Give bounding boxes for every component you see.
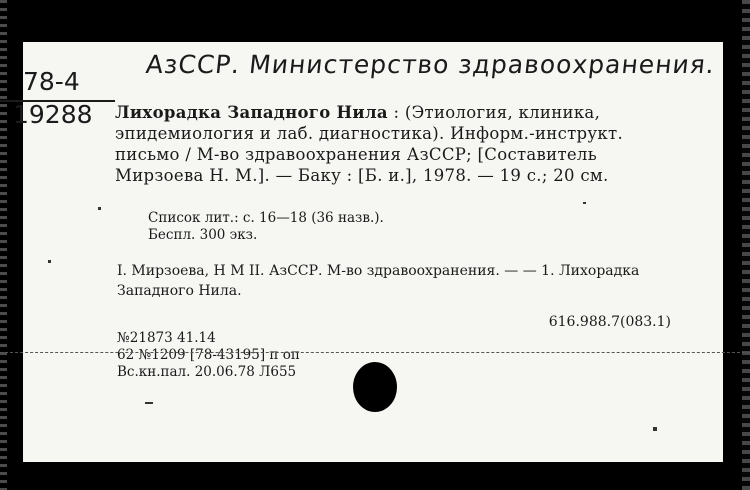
added-entries: I. Мирзоева, Н М II. АзССР. М-во здравоохранения. — — 1. Лихорадка Западного Нила. xyxy=(117,263,640,299)
order-line-3: Вс.кн.пал. 20.06.78 Л655 xyxy=(117,364,297,380)
dashed-divider xyxy=(0,352,750,353)
udc-code: 616.988.7(083.1) xyxy=(548,314,671,330)
main-entry xyxy=(115,102,680,186)
entry-title: Лихорадка Западного Нила xyxy=(115,103,388,122)
order-block xyxy=(117,330,300,381)
speck xyxy=(583,202,586,204)
price-note: Беспл. 300 экз. xyxy=(148,227,258,243)
speck xyxy=(653,427,657,431)
bibliography-note: Список лит.: с. 16—18 (36 назв.). xyxy=(148,210,384,226)
handwritten-code-bottom: 19288 xyxy=(13,100,93,129)
speck xyxy=(48,260,51,263)
notes-block xyxy=(148,210,384,244)
speck xyxy=(98,207,101,210)
speck xyxy=(145,402,153,404)
edge-left-strip xyxy=(0,0,7,490)
entry-description: : (Этиология, клиника, эпидемиология и лаб. диагностика). Информ.-инструкт. письмо / М-во здравоохранения АзССР; [Составитель Мирзоева Н. М.]. — Баку : [Б. и.], 1978. — 19 с.; 20 см. xyxy=(115,103,624,185)
catalog-card xyxy=(13,42,723,462)
handwritten-header: АзССР. Министерство здравоохранения. xyxy=(144,50,717,79)
edge-right-strip xyxy=(742,0,750,490)
order-line-2: 62 №1209 [78-43195] п оп xyxy=(117,347,300,363)
punch-hole xyxy=(353,362,397,412)
handwritten-code-top: 78-4 xyxy=(23,67,80,96)
order-line-1: №21873 41.14 xyxy=(117,330,216,346)
